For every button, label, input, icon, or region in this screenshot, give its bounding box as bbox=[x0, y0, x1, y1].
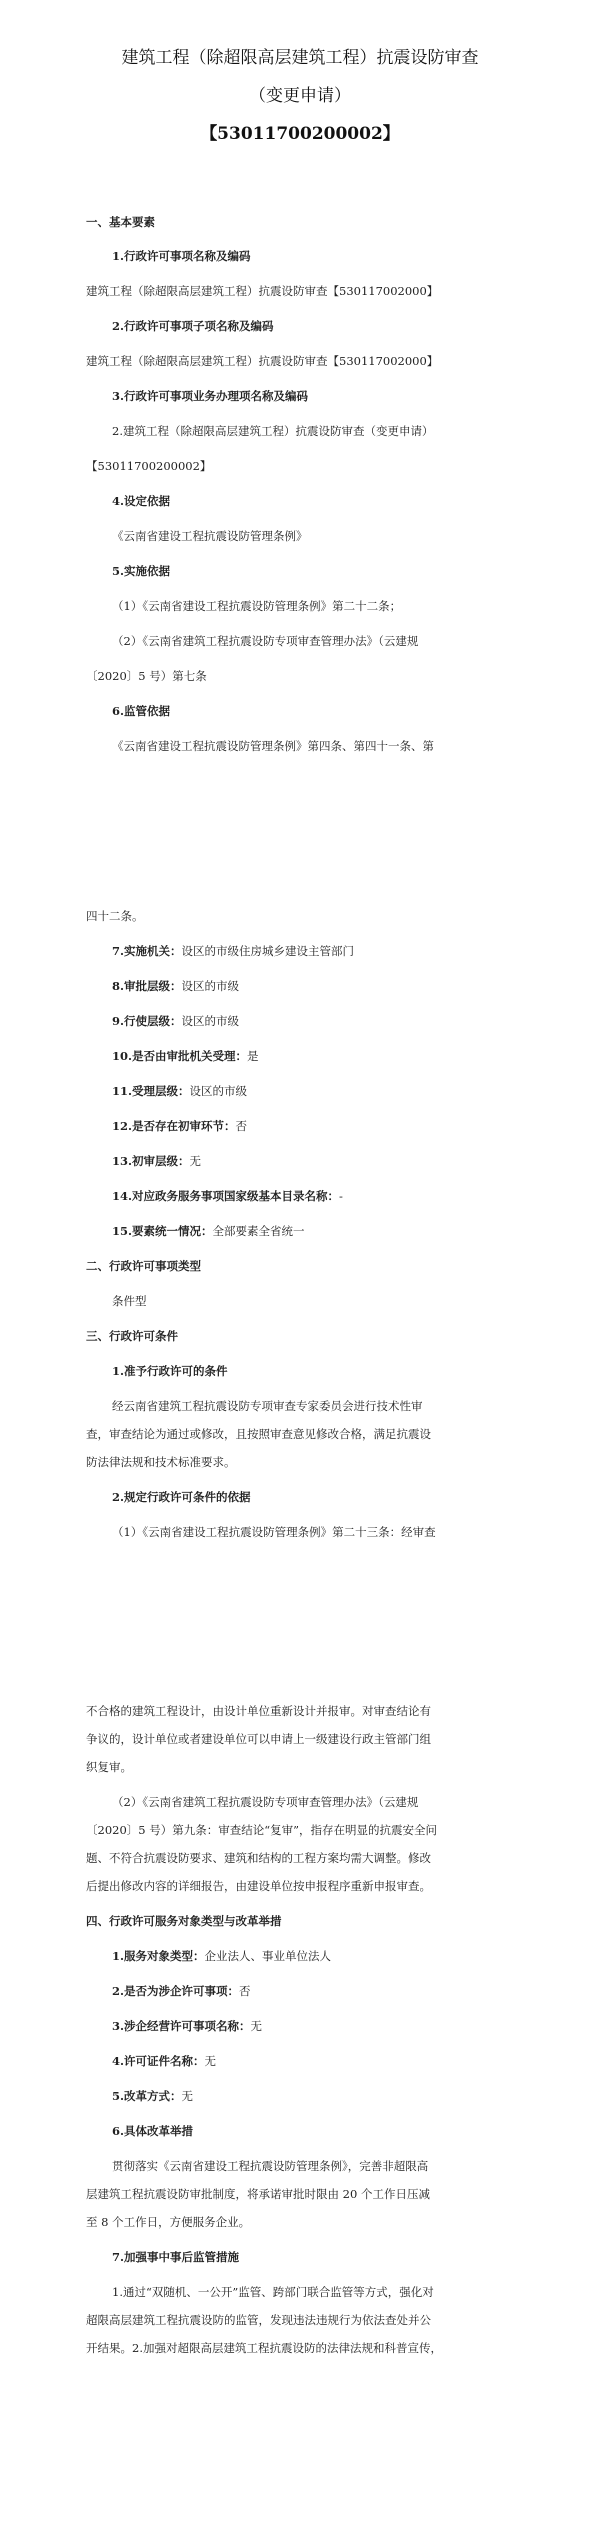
item7-label: 7.实施机关： bbox=[112, 944, 182, 958]
reform-line1: 贯彻落实《云南省建设工程抗震设防管理条例》，完善非超限高 bbox=[112, 2159, 429, 2173]
item14-label: 14.对应政务服务事项国家级基本目录名称： bbox=[112, 1189, 340, 1203]
section-permit-conditions: 三、行政许可条件 bbox=[86, 1329, 178, 1343]
condition2-p1-line4: 织复审。 bbox=[86, 1760, 132, 1774]
service1-value: 企业法人、事业单位法人 bbox=[204, 1949, 332, 1963]
condition2-p1-line3: 争议的，设计单位或者建设单位可以申请上一级建设行政主管部门组 bbox=[86, 1732, 431, 1746]
item9-value: 设区的市级 bbox=[181, 1014, 240, 1028]
item10-label: 10.是否由审批机关受理： bbox=[112, 1049, 248, 1063]
condition1-line3: 防法律法规和技术标准要求。 bbox=[86, 1455, 236, 1469]
item15-value: 全部要素全省统一 bbox=[212, 1224, 305, 1238]
service3-value: 无 bbox=[250, 2019, 263, 2033]
service5-row bbox=[112, 2088, 193, 2104]
service3-label: 3.涉企经营许可事项名称： bbox=[112, 2019, 251, 2033]
condition1-line1: 经云南省建筑工程抗震设防专项审查专家委员会进行技术性审 bbox=[112, 1399, 423, 1413]
item9-row bbox=[112, 1013, 239, 1029]
condition1-line2: 查，审查结论为通过或修改，且按照审查意见修改合格，满足抗震设 bbox=[86, 1427, 431, 1441]
service2-label: 2.是否为涉企许可事项： bbox=[112, 1984, 240, 1998]
item7-value: 设区的市级住房城乡建设主管部门 bbox=[181, 944, 355, 958]
item6-heading: 6.监管依据 bbox=[112, 704, 171, 718]
service1-row bbox=[112, 1948, 331, 1964]
item8-label: 8.审批层级： bbox=[112, 979, 182, 993]
item2-heading: 2.行政许可事项子项名称及编码 bbox=[112, 319, 274, 333]
item13-label: 13.初审层级： bbox=[112, 1154, 190, 1168]
item8-value: 设区的市级 bbox=[181, 979, 240, 993]
item8-row bbox=[112, 978, 239, 994]
item15-row bbox=[112, 1223, 305, 1239]
item11-label: 11.受理层级： bbox=[112, 1084, 190, 1098]
supervision-line2: 超限高层建筑工程抗震设防的监管，发现违法违规行为依法查处并公 bbox=[86, 2313, 431, 2327]
section-permit-type: 二、行政许可事项类型 bbox=[86, 1259, 201, 1273]
item13-value: 无 bbox=[189, 1154, 202, 1168]
item1-body: 建筑工程（除超限高层建筑工程）抗震设防审查【530117002000】 bbox=[86, 284, 439, 298]
item4-heading: 4.设定依据 bbox=[112, 494, 171, 508]
item10-value: 是 bbox=[247, 1049, 259, 1063]
condition2-heading: 2.规定行政许可条件的依据 bbox=[112, 1490, 251, 1504]
item5-basis-1: （1）《云南省建设工程抗震设防管理条例》第二十二条； bbox=[112, 599, 402, 613]
item12-value: 否 bbox=[235, 1119, 248, 1133]
item3-heading: 3.行政许可事项业务办理项名称及编码 bbox=[112, 389, 309, 403]
condition2-p2-line3: 题、不符合抗震设防要求、建筑和结构的工程方案均需大调整。修改 bbox=[86, 1851, 431, 1865]
service5-label: 5.改革方式： bbox=[112, 2089, 182, 2103]
item14-row bbox=[112, 1188, 343, 1204]
page-code: 【53011700200002】 bbox=[200, 124, 400, 144]
condition2-p2-line1: （2）《云南省建筑工程抗震设防专项审查管理办法》（云建规 bbox=[112, 1795, 419, 1809]
condition2-p2-line4: 后提出修改内容的详细报告，由建设单位按申报程序重新申报审查。 bbox=[86, 1879, 431, 1893]
service4-value: 无 bbox=[204, 2054, 217, 2068]
item14-value: - bbox=[339, 1189, 343, 1203]
supervision-line3: 开结果。2.加强对超限高层建筑工程抗震设防的法律法规和科普宣传， bbox=[86, 2341, 442, 2355]
item5-basis-2: （2）《云南省建筑工程抗震设防专项审查管理办法》（云建规 bbox=[112, 634, 419, 648]
service4-row bbox=[112, 2053, 216, 2069]
reform-heading: 6.具体改革举措 bbox=[112, 2124, 194, 2138]
service3-row bbox=[112, 2018, 262, 2034]
item5-basis-2-cont: 〔2020〕5 号）第七条 bbox=[86, 669, 207, 683]
item15-label: 15.要素统一情况： bbox=[112, 1224, 213, 1238]
reform-line2: 层建筑工程抗震设防审批制度，将承诺审批时限由 20 个工作日压减 bbox=[86, 2187, 430, 2201]
page-title: 建筑工程（除超限高层建筑工程）抗震设防审查 bbox=[121, 48, 479, 68]
item9-label: 9.行使层级： bbox=[112, 1014, 182, 1028]
permit-type-value: 条件型 bbox=[112, 1294, 147, 1308]
item5-heading: 5.实施依据 bbox=[112, 564, 171, 578]
service2-value: 否 bbox=[239, 1984, 251, 1998]
service5-value: 无 bbox=[181, 2089, 194, 2103]
service2-row bbox=[112, 1983, 251, 1999]
reform-line3: 至 8 个工作日，方便服务企业。 bbox=[86, 2215, 251, 2229]
supervision-line1: 1.通过“双随机、一公开”监管、跨部门联合监管等方式，强化对 bbox=[112, 2285, 434, 2299]
condition1-heading: 1.准予行政许可的条件 bbox=[112, 1364, 228, 1378]
item10-row bbox=[112, 1048, 259, 1064]
section-basic-elements: 一、基本要素 bbox=[86, 215, 155, 229]
item11-row bbox=[112, 1083, 247, 1099]
item11-value: 设区的市级 bbox=[189, 1084, 248, 1098]
condition2-p2-line2: 〔2020〕5 号）第九条：审查结论“复审”，指存在明显的抗震安全问 bbox=[86, 1823, 437, 1837]
condition2-p1-line2: 不合格的建筑工程设计，由设计单位重新设计并报审。对审查结论有 bbox=[86, 1704, 431, 1718]
item13-row bbox=[112, 1153, 201, 1169]
service4-label: 4.许可证件名称： bbox=[112, 2054, 205, 2068]
item3-body-code: 【53011700200002】 bbox=[86, 459, 212, 473]
condition2-p1-line1: （1）《云南省建设工程抗震设防管理条例》第二十三条：经审查 bbox=[112, 1525, 436, 1539]
item2-body: 建筑工程（除超限高层建筑工程）抗震设防审查【530117002000】 bbox=[86, 354, 439, 368]
item6-body: 《云南省建设工程抗震设防管理条例》第四条、第四十一条、第 bbox=[112, 739, 434, 753]
item4-body: 《云南省建设工程抗震设防管理条例》 bbox=[112, 529, 308, 543]
item12-row bbox=[112, 1118, 247, 1134]
page-subtitle: （变更申请） bbox=[249, 86, 351, 106]
item7-row bbox=[112, 943, 354, 959]
item6-body-cont: 四十二条。 bbox=[86, 909, 144, 923]
item3-body: 2.建筑工程（除超限高层建筑工程）抗震设防审查（变更申请） bbox=[112, 424, 434, 438]
item12-label: 12.是否存在初审环节： bbox=[112, 1119, 236, 1133]
item1-heading: 1.行政许可事项名称及编码 bbox=[112, 249, 251, 263]
section-service-reform: 四、行政许可服务对象类型与改革举措 bbox=[86, 1914, 282, 1928]
service1-label: 1.服务对象类型： bbox=[112, 1949, 205, 1963]
supervision-heading: 7.加强事中事后监管措施 bbox=[112, 2250, 240, 2264]
